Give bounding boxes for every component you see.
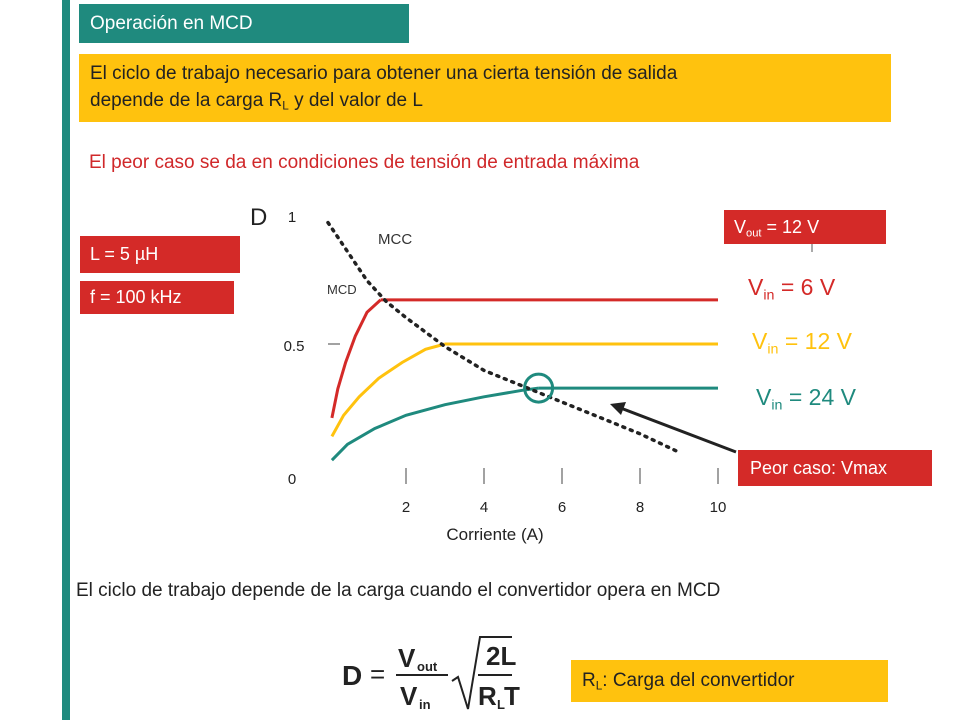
worst-case-text: El peor caso se da en condiciones de tensión de entrada máxima	[89, 152, 640, 173]
vout-sub: out	[746, 227, 762, 240]
formula-num: V	[398, 643, 416, 673]
y-axis-title: D	[250, 204, 268, 231]
vin12-suffix: = 12 V	[778, 328, 852, 354]
vout-suffix: = 12 V	[761, 217, 820, 237]
formula-num-sub: out	[417, 659, 438, 674]
series-line-2	[332, 388, 539, 460]
vin24-suffix: = 24 V	[782, 384, 856, 410]
y-tick-label: 0.5	[283, 338, 305, 355]
series-boundary-line	[328, 223, 679, 453]
intro-line-2-sub: L	[282, 99, 289, 113]
y-tick-label: 1	[287, 209, 297, 226]
vout-prefix: V	[734, 217, 747, 237]
formula-den: V	[400, 681, 418, 711]
series-label-vin-24	[756, 384, 856, 413]
formula-root-num: 2L	[486, 641, 517, 671]
region-label-mcd: MCD	[327, 282, 357, 297]
x-axis-title: Corriente (A)	[446, 525, 544, 544]
vin24-prefix: V	[756, 384, 772, 410]
intro-line-2-prefix: depende de la carga R	[90, 90, 283, 111]
formula-root-den-t: T	[504, 681, 520, 711]
intro-line-2-suffix: y del valor de L	[288, 90, 423, 111]
y-tick-label: 0	[287, 471, 297, 488]
x-tick-label: 4	[479, 499, 489, 516]
worst-case-arrow	[618, 407, 736, 452]
x-tick-label: 8	[635, 499, 645, 516]
x-tick-label: 6	[557, 499, 567, 516]
slide-title: Operación en MCD	[79, 4, 409, 43]
rl-sub: L	[595, 679, 603, 693]
x-tick-label: 10	[709, 499, 727, 516]
vin6-suffix: = 6 V	[774, 274, 836, 300]
vin12-sub: in	[767, 341, 779, 358]
vin6-sub: in	[763, 287, 775, 304]
rl-note	[571, 660, 888, 702]
formula-lhs: D	[342, 660, 363, 691]
formula-root-den-sub: L	[497, 697, 505, 712]
series-label-vin-6	[748, 274, 835, 303]
formula-den-sub: in	[419, 697, 431, 712]
bottom-text: El ciclo de trabajo depende de la carga cuando el convertidor opera en MCD	[76, 580, 721, 601]
region-label-mcc: MCC	[378, 231, 413, 248]
frequency-label: f = 100 kHz	[80, 281, 234, 314]
vin12-prefix: V	[752, 328, 768, 354]
inductance-label: L = 5 µH	[80, 236, 240, 273]
rl-suffix: : Carga del convertidor	[602, 670, 795, 691]
formula-eq: =	[370, 659, 386, 689]
vin6-prefix: V	[748, 274, 764, 300]
worst-case-label: Peor caso: Vmax	[738, 450, 932, 486]
series-label-vin-12	[752, 328, 852, 357]
x-tick-label: 2	[401, 499, 411, 516]
duty-cycle-formula	[340, 633, 560, 713]
formula-root-den-r: R	[478, 681, 497, 711]
rl-prefix: R	[582, 670, 596, 691]
intro-line-1: El ciclo de trabajo necesario para obtener una cierta tensión de salida	[90, 63, 678, 84]
vin24-sub: in	[771, 397, 783, 414]
